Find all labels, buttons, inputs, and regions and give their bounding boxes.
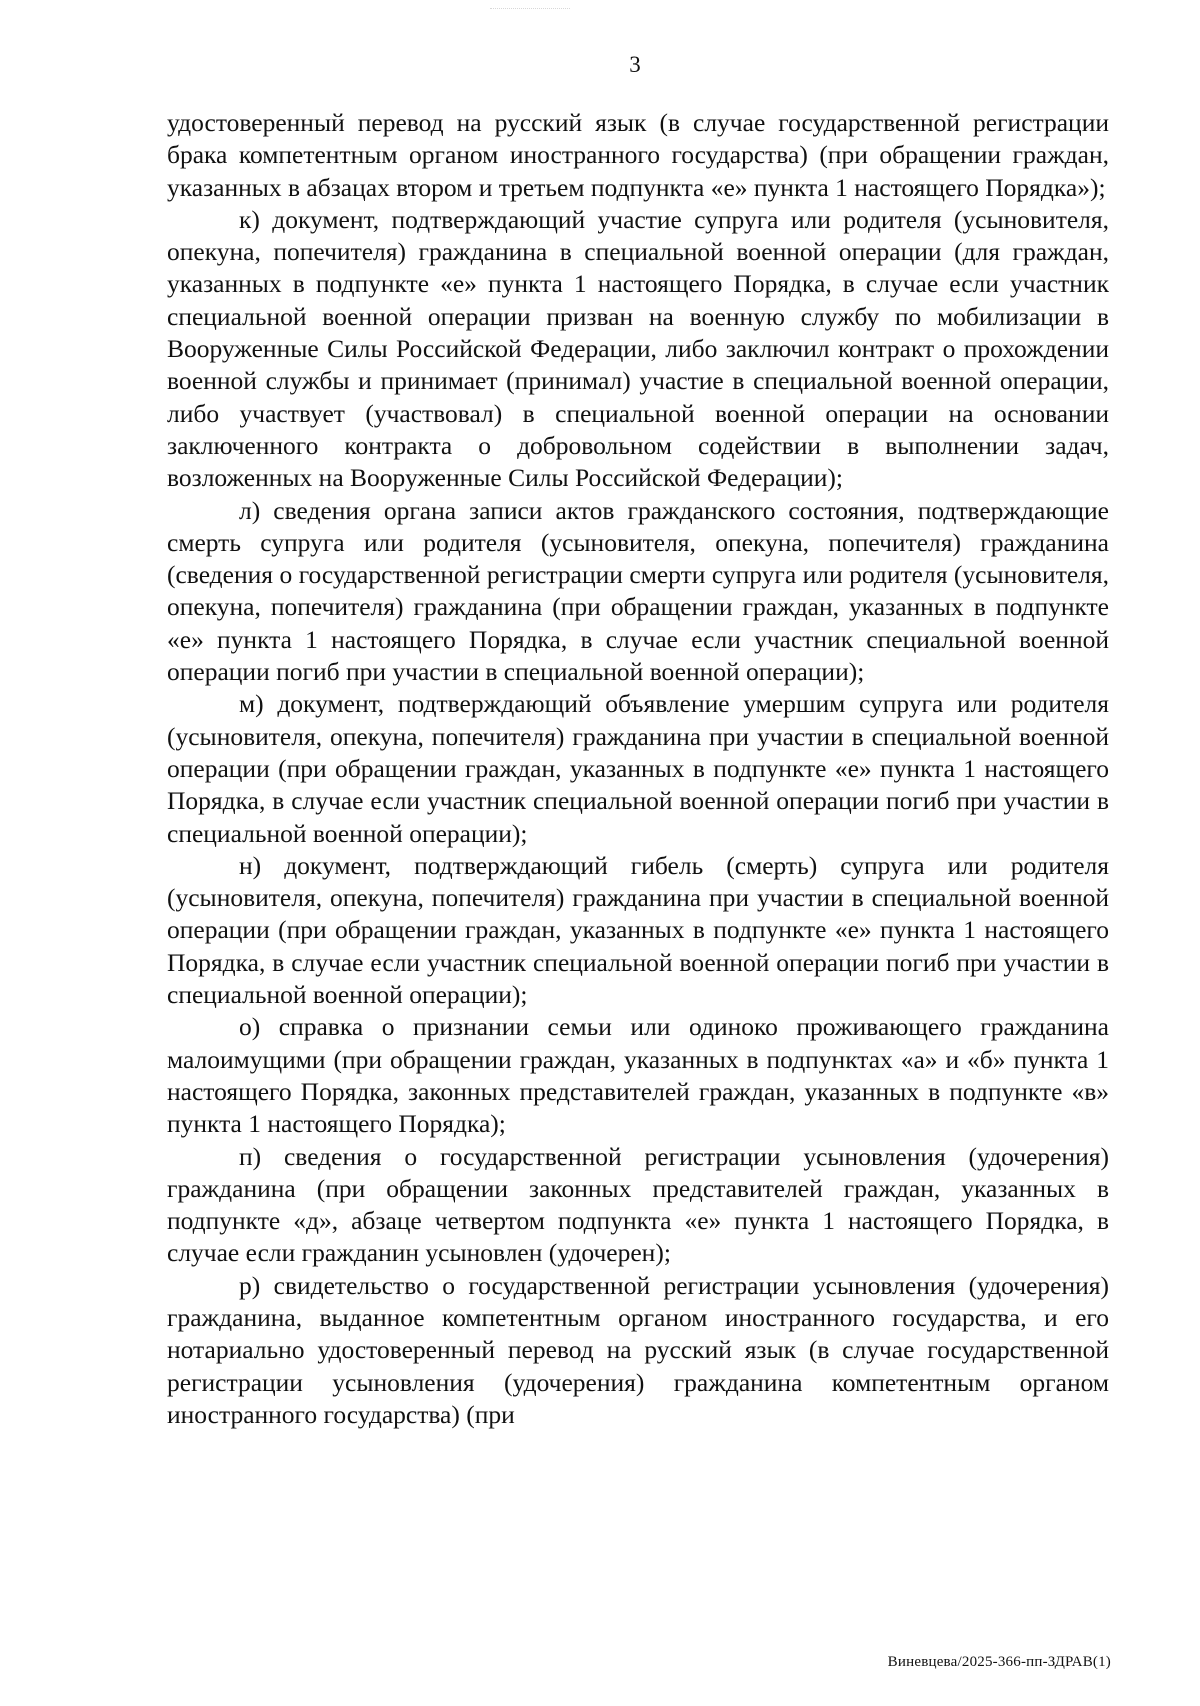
scan-artifact bbox=[490, 8, 570, 23]
paragraph-item-r: р) свидетельство о государственной регистрации усыновления (удочерения) гражданина, выданное компетентным органом иностранного государства, и его нотариально удостоверенный перевод на русский язык (в случае государственной регистрации усыновления (удочерения) гражданина компетентным органом иностранного государства) (при bbox=[167, 1270, 1109, 1429]
paragraph-item-m: м) документ, подтверждающий объявление умершим супруга или родителя (усыновителя, опекуна, попечителя) гражданина при участии в специальной военной операции (при обращении граждан, указанных в подпункте «е» пункта 1 настоящего Порядка, в случае если участник специальной военной операции погиб при участии в специальной военной операции); bbox=[167, 689, 1109, 848]
paragraph-item-k: к) документ, подтверждающий участие супруга или родителя (усыновителя, опекуна, попечителя) гражданина в специальной военной операции (для граждан, указанных в подпункте «е» пункта 1 настоящего Порядка, в случае если участник специальной военной операции призван на военную службу по мобилизации в Вооруженные Силы Российской Федерации, либо заключил контракт о прохождении военной службы и принимает (принимал) участие в специальной военной операции, либо участвует (участвовал) в специальной военной операции на основании заключенного контракта о добровольном содействии в выполнении задач, возложенных на Вооруженные Силы Российской Федерации); bbox=[167, 204, 1109, 493]
document-body bbox=[167, 107, 1109, 1431]
paragraph-item-o: о) справка о признании семьи или одиноко проживающего гражданина малоимущими (при обращении граждан, указанных в подпунктах «а» и «б» пункта 1 настоящего Порядка, законных представителей граждан, указанных в подпункте «в» пункта 1 настоящего Порядка); bbox=[167, 1012, 1109, 1139]
paragraph-item-n: н) документ, подтверждающий гибель (смерть) супруга или родителя (усыновителя, опекуна, попечителя) гражданина при участии в специальной военной операции (при обращении граждан, указанных в подпункте «е» пункта 1 настоящего Порядка, в случае если участник специальной военной операции погиб при участии в специальной военной операции); bbox=[167, 850, 1109, 1010]
page-number: 3 bbox=[629, 52, 641, 77]
paragraph-item-l: л) сведения органа записи актов гражданского состояния, подтверждающие смерть супруга или родителя (усыновителя, опекуна, попечителя) гражданина (сведения о государственной регистрации смерти супруга или родителя (усыновителя, опекуна, попечителя) гражданина (при обращении граждан, указанных в подпункте «е» пункта 1 настоящего Порядка, в случае если участник специальной военной операции погиб при участии в специальной военной операции); bbox=[167, 495, 1109, 687]
paragraph-item-p: п) сведения о государственной регистрации усыновления (удочерения) гражданина (при обращении законных представителей граждан, указанных в подпункте «д», абзаце четвертом подпункта «е» пункта 1 настоящего Порядка, в случае если гражданин усыновлен (удочерен); bbox=[167, 1141, 1109, 1268]
paragraph-continuation: удостоверенный перевод на русский язык (в случае государственной регистрации брака компетентным органом иностранного государства) (при обращении граждан, указанных в абзацах втором и третьем подпункта «е» пункта 1 настоящего Порядка»); bbox=[167, 108, 1109, 202]
document-footer-code: Виневцева/2025-366-пп-ЗДРАВ(1) bbox=[887, 1654, 1111, 1670]
